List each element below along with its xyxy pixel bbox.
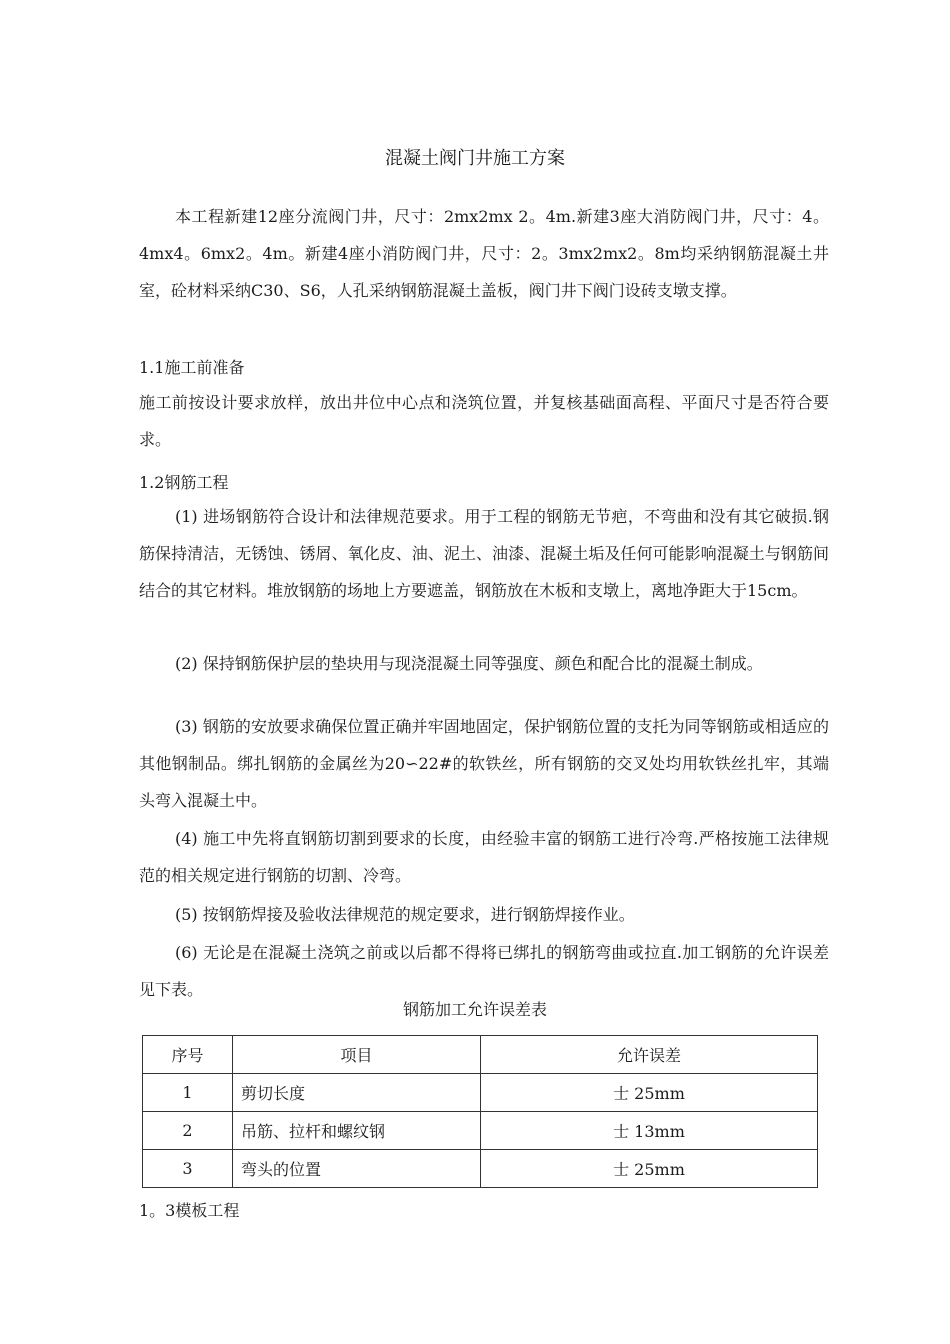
table-row: [143, 1112, 818, 1150]
table-header-row: [143, 1036, 818, 1074]
rebar-item-2: (2) 保持钢筋保护层的垫块用与现浇混凝土同等强度、颜色和配合比的混凝土制成。: [175, 654, 763, 673]
header-cell-tolerance: 允许误差: [481, 1036, 818, 1074]
intro-paragraph: 本工程新建12座分流阀门井，尺寸：2mx2mx 2。4m.新建3座大消防阀门井，尺寸：4。4mx4。6mx2。4m。新建4座小消防阀门井，尺寸：2。3mx2mx2。8m均采纳钢筋混凝土井室，砼材料采纳C30、S6，人孔采纳钢筋混凝土盖板，阀门井下阀门设砖支墩支撑。: [139, 207, 829, 300]
table-cell: 3: [143, 1150, 233, 1188]
rebar-item-1: (1) 进场钢筋符合设计和法律规范要求。用于工程的钢筋无节疤，不弯曲和没有其它破损.钢筋保持清洁，无锈蚀、锈屑、氧化皮、油、泥土、油漆、混凝土垢及任何可能影响混凝土与钢筋间结合的其它材料。堆放钢筋的场地上方要遮盖，钢筋放在木板和支墩上，离地净距大于15cm。: [139, 507, 829, 600]
header-cell-number: 序号: [143, 1036, 233, 1074]
tolerance-table: [142, 1035, 818, 1188]
section-1-3-heading: 1。3模板工程: [139, 1201, 240, 1220]
table-cell: 士 25mm: [481, 1150, 818, 1188]
rebar-item-4: (4) 施工中先将直钢筋切割到要求的长度，由经验丰富的钢筋工进行冷弯.严格按施工法律规范的相关规定进行钢筋的切割、冷弯。: [139, 829, 829, 885]
table-cell: 1: [143, 1074, 233, 1112]
table-cell: 吊筋、拉杆和螺纹钢: [233, 1112, 481, 1150]
table-row: [143, 1150, 818, 1188]
table-cell: 剪切长度: [233, 1074, 481, 1112]
rebar-item-5: (5) 按钢筋焊接及验收法律规范的规定要求，进行钢筋焊接作业。: [175, 905, 635, 924]
header-cell-item: 项目: [233, 1036, 481, 1074]
rebar-item-6: (6) 无论是在混凝土浇筑之前或以后都不得将已绑扎的钢筋弯曲或拉直.加工钢筋的允许误差见下表。: [139, 943, 829, 999]
table-cell: 士 25mm: [481, 1074, 818, 1112]
table-cell: 弯头的位置: [233, 1150, 481, 1188]
section-1-1-text: 施工前按设计要求放样，放出井位中心点和浇筑位置，并复核基础面高程、平面尺寸是否符合要求。: [139, 393, 829, 449]
rebar-item-3: (3) 钢筋的安放要求确保位置正确并牢固地固定，保护钢筋位置的支托为同等钢筋或相适应的其他钢制品。绑扎钢筋的金属丝为20∽22#的软铁丝，所有钢筋的交叉处均用软铁丝扎牢，其端头弯入混凝土中。: [139, 717, 829, 810]
section-1-1-heading: 1.1施工前准备: [139, 358, 245, 377]
table-caption: 钢筋加工允许误差表: [402, 1000, 547, 1019]
table-row: [143, 1074, 818, 1112]
table-cell: 2: [143, 1112, 233, 1150]
document-title: 混凝土阀门井施工方案: [385, 148, 565, 169]
table-cell: 士 13mm: [481, 1112, 818, 1150]
section-1-2-heading: 1.2钢筋工程: [139, 473, 229, 492]
